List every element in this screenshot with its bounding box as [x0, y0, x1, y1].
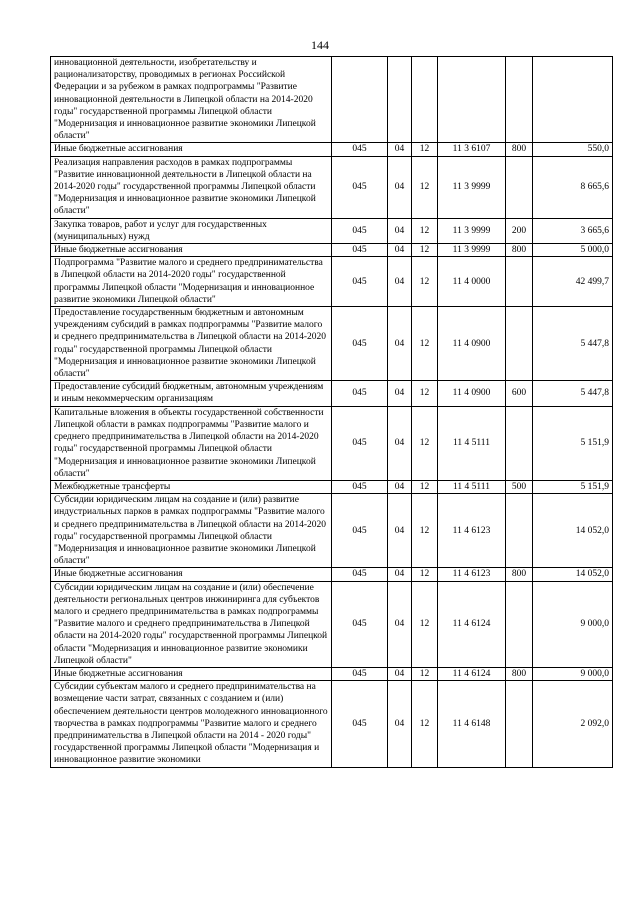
target-article-code: 11 4 0900 [438, 381, 506, 406]
table-row [51, 244, 613, 257]
row-name: Иные бюджетные ассигнования [51, 667, 332, 680]
amount [533, 57, 613, 143]
section-code: 04 [388, 244, 412, 257]
ved-code: 045 [332, 480, 388, 493]
subsection-code: 12 [412, 307, 438, 381]
section-code [388, 57, 412, 143]
row-name: Подпрограмма "Развитие малого и среднего предпринимательства в Липецкой области на 2014-2020 годы" государственной программы Липецкой области "Модернизация и инновационное развитие экономики Липецкой области" [51, 257, 332, 307]
section-code: 04 [388, 381, 412, 406]
subsection-code: 12 [412, 381, 438, 406]
expense-type-code: 200 [506, 218, 533, 243]
table-row [51, 480, 613, 493]
amount: 5 000,0 [533, 244, 613, 257]
target-article-code: 11 4 6148 [438, 681, 506, 767]
section-code: 04 [388, 681, 412, 767]
row-name: Субсидии субъектам малого и среднего предпринимательства на возмещение части затрат, связанных с созданием и (или) обеспечением деятельности центров молодежного инновационного творчества в рамках подпрограммы "Развитие малого и среднего предпринимательства в Липецкой области на 2014 - 2020 годы" государственной программы Липецкой области "Модернизация и инновационное развитие экономики [51, 681, 332, 767]
subsection-code [412, 57, 438, 143]
amount: 42 499,7 [533, 257, 613, 307]
row-name: Межбюджетные трансферты [51, 480, 332, 493]
expense-type-code [506, 156, 533, 218]
target-article-code [438, 57, 506, 143]
row-name: инновационной деятельности, изобретательству и рационализаторству, проводимых в регионах Российской Федерации и за рубежом в рамках подпрограммы "Развитие инновационной деятельности в Липецкой области на 2014-2020 годы" государственной программы Липецкой области "Модернизация и инновационное развитие экономики Липецкой области" [51, 57, 332, 143]
ved-code: 045 [332, 667, 388, 680]
target-article-code: 11 4 5111 [438, 480, 506, 493]
subsection-code: 12 [412, 480, 438, 493]
ved-code: 045 [332, 494, 388, 568]
expense-type-code: 800 [506, 568, 533, 581]
ved-code: 045 [332, 581, 388, 667]
ved-code: 045 [332, 257, 388, 307]
table-row [51, 667, 613, 680]
subsection-code: 12 [412, 156, 438, 218]
table-row [51, 257, 613, 307]
amount: 8 665,6 [533, 156, 613, 218]
subsection-code: 12 [412, 568, 438, 581]
section-code: 04 [388, 568, 412, 581]
ved-code: 045 [332, 307, 388, 381]
target-article-code: 11 4 6123 [438, 494, 506, 568]
row-name: Реализация направления расходов в рамках подпрограммы "Развитие инновационной деятельности в Липецкой области на 2014-2020 годы" государственной программы Липецкой области "Модернизация и инновационное развитие экономики Липецкой области" [51, 156, 332, 218]
table-row [51, 381, 613, 406]
amount: 9 000,0 [533, 581, 613, 667]
expense-type-code [506, 681, 533, 767]
ved-code: 045 [332, 568, 388, 581]
table-row [51, 581, 613, 667]
section-code: 04 [388, 218, 412, 243]
row-name: Капитальные вложения в объекты государственной собственности Липецкой области в рамках подпрограммы "Развитие малого и среднего предпринимательства в Липецкой области на 2014-2020 годы" государственной программы Липецкой области "Модернизация и инновационное развитие экономики Липецкой области" [51, 406, 332, 480]
expense-type-code: 800 [506, 244, 533, 257]
subsection-code: 12 [412, 218, 438, 243]
amount: 5 447,8 [533, 307, 613, 381]
expense-type-code [506, 57, 533, 143]
target-article-code: 11 3 9999 [438, 244, 506, 257]
section-code: 04 [388, 480, 412, 493]
table-row [51, 307, 613, 381]
subsection-code: 12 [412, 494, 438, 568]
amount: 2 092,0 [533, 681, 613, 767]
row-name: Закупка товаров, работ и услуг для государственных (муниципальных) нужд [51, 218, 332, 243]
section-code: 04 [388, 581, 412, 667]
section-code: 04 [388, 406, 412, 480]
amount: 14 052,0 [533, 568, 613, 581]
section-code: 04 [388, 257, 412, 307]
ved-code: 045 [332, 381, 388, 406]
expense-type-code [506, 406, 533, 480]
subsection-code: 12 [412, 681, 438, 767]
section-code: 04 [388, 307, 412, 381]
amount: 9 000,0 [533, 667, 613, 680]
row-name: Иные бюджетные ассигнования [51, 568, 332, 581]
ved-code: 045 [332, 143, 388, 156]
amount: 5 151,9 [533, 406, 613, 480]
target-article-code: 11 4 6124 [438, 667, 506, 680]
subsection-code: 12 [412, 244, 438, 257]
ved-code: 045 [332, 681, 388, 767]
table-row [51, 57, 613, 143]
row-name: Иные бюджетные ассигнования [51, 143, 332, 156]
table-row [51, 568, 613, 581]
target-article-code: 11 3 9999 [438, 218, 506, 243]
subsection-code: 12 [412, 143, 438, 156]
subsection-code: 12 [412, 667, 438, 680]
expense-type-code [506, 581, 533, 667]
target-article-code: 11 4 5111 [438, 406, 506, 480]
section-code: 04 [388, 156, 412, 218]
amount: 14 052,0 [533, 494, 613, 568]
row-name: Субсидии юридическим лицам на создание и (или) развитие индустриальных парков в рамках подпрограммы "Развитие малого и среднего предпринимательства в Липецкой области на 2014-2020 годы" государственной программы Липецкой области "Модернизация и инновационное развитие экономики Липецкой области" [51, 494, 332, 568]
table-body [51, 57, 613, 768]
page-number: 144 [311, 38, 329, 52]
row-name: Иные бюджетные ассигнования [51, 244, 332, 257]
section-code: 04 [388, 494, 412, 568]
budget-table [50, 56, 613, 768]
amount: 5 151,9 [533, 480, 613, 493]
ved-code: 045 [332, 406, 388, 480]
subsection-code: 12 [412, 581, 438, 667]
target-article-code: 11 4 6124 [438, 581, 506, 667]
row-name: Предоставление государственным бюджетным и автономным учреждениям субсидий в рамках подпрограммы "Развитие малого и среднего предпринимательства в Липецкой области на 2014-2020 годы" государственной программы Липецкой области "Модернизация и инновационное развитие экономики Липецкой области" [51, 307, 332, 381]
expense-type-code: 500 [506, 480, 533, 493]
table-row [51, 681, 613, 767]
amount: 550,0 [533, 143, 613, 156]
ved-code: 045 [332, 218, 388, 243]
expense-type-code [506, 307, 533, 381]
target-article-code: 11 4 6123 [438, 568, 506, 581]
section-code: 04 [388, 143, 412, 156]
ved-code [332, 57, 388, 143]
row-name: Предоставление субсидий бюджетным, автономным учреждениям и иным некоммерческим организациям [51, 381, 332, 406]
expense-type-code: 800 [506, 143, 533, 156]
section-code: 04 [388, 667, 412, 680]
target-article-code: 11 4 0000 [438, 257, 506, 307]
target-article-code: 11 4 0900 [438, 307, 506, 381]
ved-code: 045 [332, 244, 388, 257]
expense-type-code [506, 257, 533, 307]
target-article-code: 11 3 6107 [438, 143, 506, 156]
subsection-code: 12 [412, 406, 438, 480]
expense-type-code: 800 [506, 667, 533, 680]
subsection-code: 12 [412, 257, 438, 307]
amount: 3 665,6 [533, 218, 613, 243]
table-row [51, 406, 613, 480]
table-row [51, 143, 613, 156]
table-row [51, 494, 613, 568]
row-name: Субсидии юридическим лицам на создание и (или) обеспечение деятельности региональных центров инжиниринга для субъектов малого и среднего предпринимательства в рамках подпрограммы "Развитие малого и среднего предпринимательства в Липецкой области на 2014-2020 годы" государственной программы Липецкой области "Модернизация и инновационное развитие экономики Липецкой области" [51, 581, 332, 667]
amount: 5 447,8 [533, 381, 613, 406]
table-row [51, 156, 613, 218]
table-row [51, 218, 613, 243]
target-article-code: 11 3 9999 [438, 156, 506, 218]
ved-code: 045 [332, 156, 388, 218]
expense-type-code [506, 494, 533, 568]
expense-type-code: 600 [506, 381, 533, 406]
